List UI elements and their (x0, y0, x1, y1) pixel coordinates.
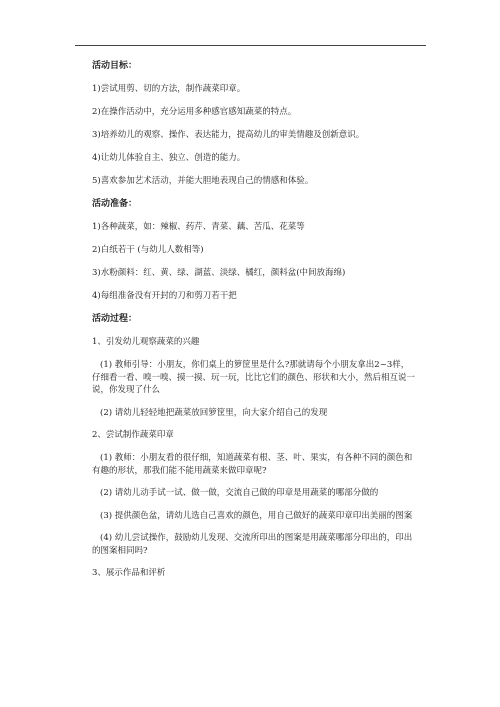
step3-title: 3、展示作品和评析 (92, 568, 166, 578)
step2-para-3: (3) 提供颜色盆，请幼儿选自己喜欢的颜色，用自己做好的蔬菜印章印出美丽的图案 (100, 510, 413, 521)
goal-item-5: 5)喜欢参加艺术活动，并能大胆地表现自己的情感和体验。 (92, 176, 314, 186)
prep-item-1: 1)各种蔬菜，如：辣椒、药芹、青菜、藕、苦瓜、花菜等 (92, 222, 305, 232)
goal-item-2: 2)在操作活动中，充分运用多种感官感知蔬菜的特点。 (92, 107, 297, 117)
step1-para-2: (2) 请幼儿轻轻地把蔬菜放回箩筐里，向大家介绍自己的发现 (100, 407, 328, 418)
step2-title: 2、尝试制作蔬菜印章 (92, 430, 174, 440)
process-heading: 活动过程： (92, 314, 138, 324)
step2-para-2: (2) 请幼儿动手试一试、做一做，交流自己做的印章是用蔬菜的哪部分做的 (100, 488, 379, 498)
prep-item-2: 2)白纸若干 (与幼儿人数相等) (92, 245, 204, 255)
goals-heading: 活动目标： (92, 61, 138, 71)
step1-para-1: (1) 教师引导：小朋友，你们桌上的箩筐里是什么?那就请每个小朋友拿出2~3样，仔细看一看、嗅一嗅、摸一摸、玩一玩，比比它们的颜色、形状和大小，然后相互说一说，你发现了什么 (92, 360, 416, 395)
step1-title: 1、引发幼儿观察蔬菜的兴趣 (92, 337, 200, 347)
document-body (92, 60, 417, 590)
goal-item-3: 3)培养幼儿的观察、操作、表达能力，提高幼儿的审美情趣及创新意识。 (92, 130, 365, 140)
goal-item-1: 1)尝试用剪、切的方法，制作蔬菜印章。 (92, 84, 246, 94)
goal-item-4: 4)让幼儿体验自主、独立、创造的能力。 (92, 153, 246, 163)
step2-para-4: (4) 幼儿尝试操作，鼓励幼儿发现、交流所印出的图案是用蔬菜哪部分印出的，印出的图案相同吗? (92, 533, 413, 556)
prep-heading: 活动准备： (92, 199, 138, 209)
header-rule (75, 45, 426, 46)
step2-para-1: (1) 教师：小朋友看的很仔细，知道蔬菜有根、茎、叶、果实，有各种不同的颜色和有趣的形状，那我们能不能用蔬菜来做印章呢? (92, 453, 413, 476)
prep-item-4: 4)每组准备没有开封的刀和剪刀若干把 (92, 291, 237, 301)
prep-item-3: 3)水粉颜料：红、黄、绿、湖蓝、淡绿、橘红，颜料盆(中间放海绵) (92, 268, 346, 278)
